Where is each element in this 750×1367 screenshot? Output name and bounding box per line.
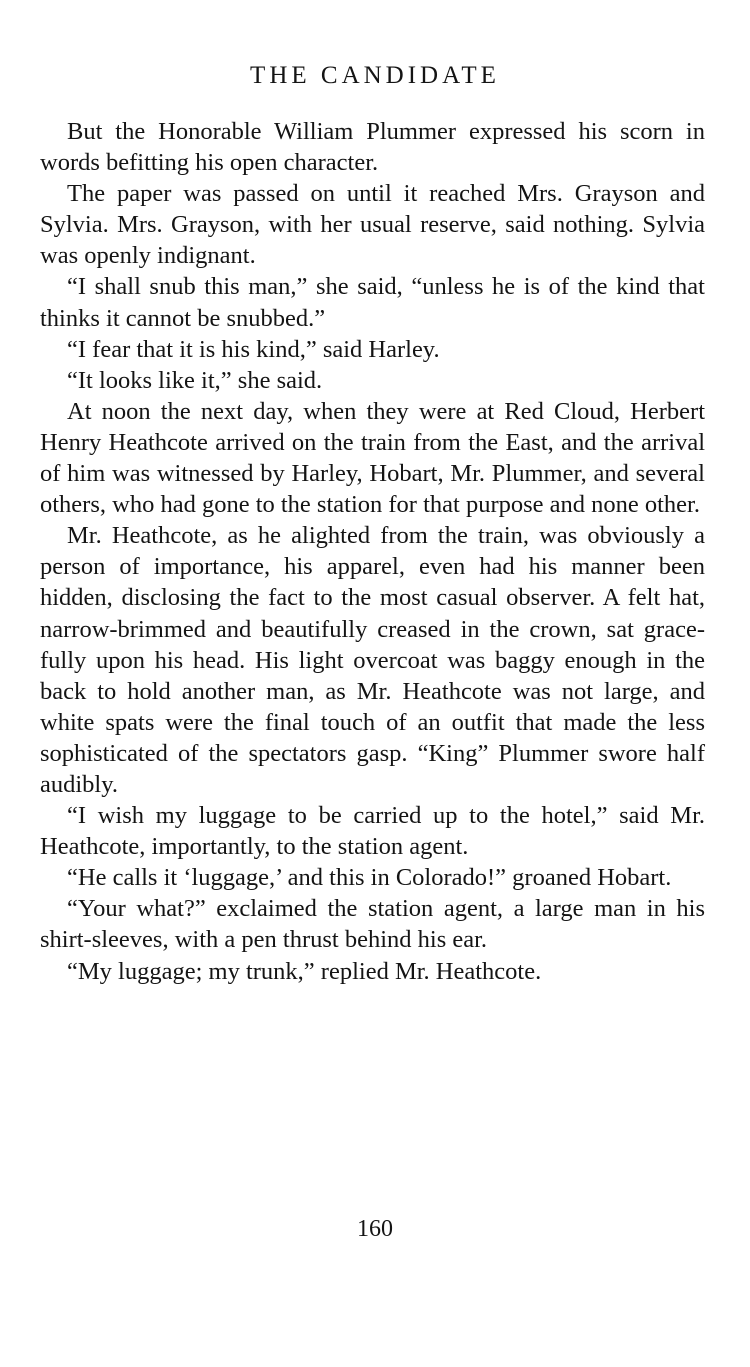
paragraph: “I wish my luggage to be carried up to the hotel,” said Mr. Heathcote, importantly, to the station agent. [40, 802, 705, 861]
paragraph: “I fear that it is his kind,” said Harley. [67, 335, 440, 363]
paragraph: “I shall snub this man,” she said, “unless he is of the kind that thinks it cannot be snubbed.” [40, 273, 705, 332]
paragraph: “Your what?” exclaimed the station agent, a large man in his shirt-sleeves, with a pen thrust behind his ear. [40, 895, 705, 954]
body-text [40, 116, 705, 987]
paragraph: But the Honorable William Plummer expressed his scorn in words befitting his open character. [40, 118, 705, 177]
paragraph: “My luggage; my trunk,” replied Mr. Heathcote. [67, 957, 542, 985]
paragraph: Mr. Heathcote, as he alighted from the train, was obviously a person of importance, his apparel, even had his manner been hidden, disclosing the fact to the most casual observer. A felt hat, narrow-brimmed and beautifully creased in the crown, sat gracefully upon his head. His light overcoat was baggy enough in the back to hold another man, as Mr. Heathcote was not large, and white spats were the final touch of an outfit that made the less sophisticated of the spectators gasp. “King” Plummer swore half audibly. [40, 522, 705, 798]
paragraph: At noon the next day, when they were at Red Cloud, Herbert Henry Heathcote arrived on the train from the East, and the arrival of him was witnessed by Harley, Hobart, Mr. Plummer, and several others, who had gone to the station for that purpose and none other. [40, 397, 705, 519]
running-head: THE CANDIDATE [250, 62, 500, 89]
page-number: 160 [357, 1216, 393, 1242]
paragraph: The paper was passed on until it reached Mrs. Grayson and Sylvia. Mrs. Grayson, with her usual reserve, said nothing. Sylvia was openly indignant. [40, 180, 705, 270]
paragraph: “He calls it ‘luggage,’ and this in Colorado!” groaned Hobart. [67, 864, 672, 892]
paragraph: “It looks like it,” she said. [67, 366, 323, 394]
